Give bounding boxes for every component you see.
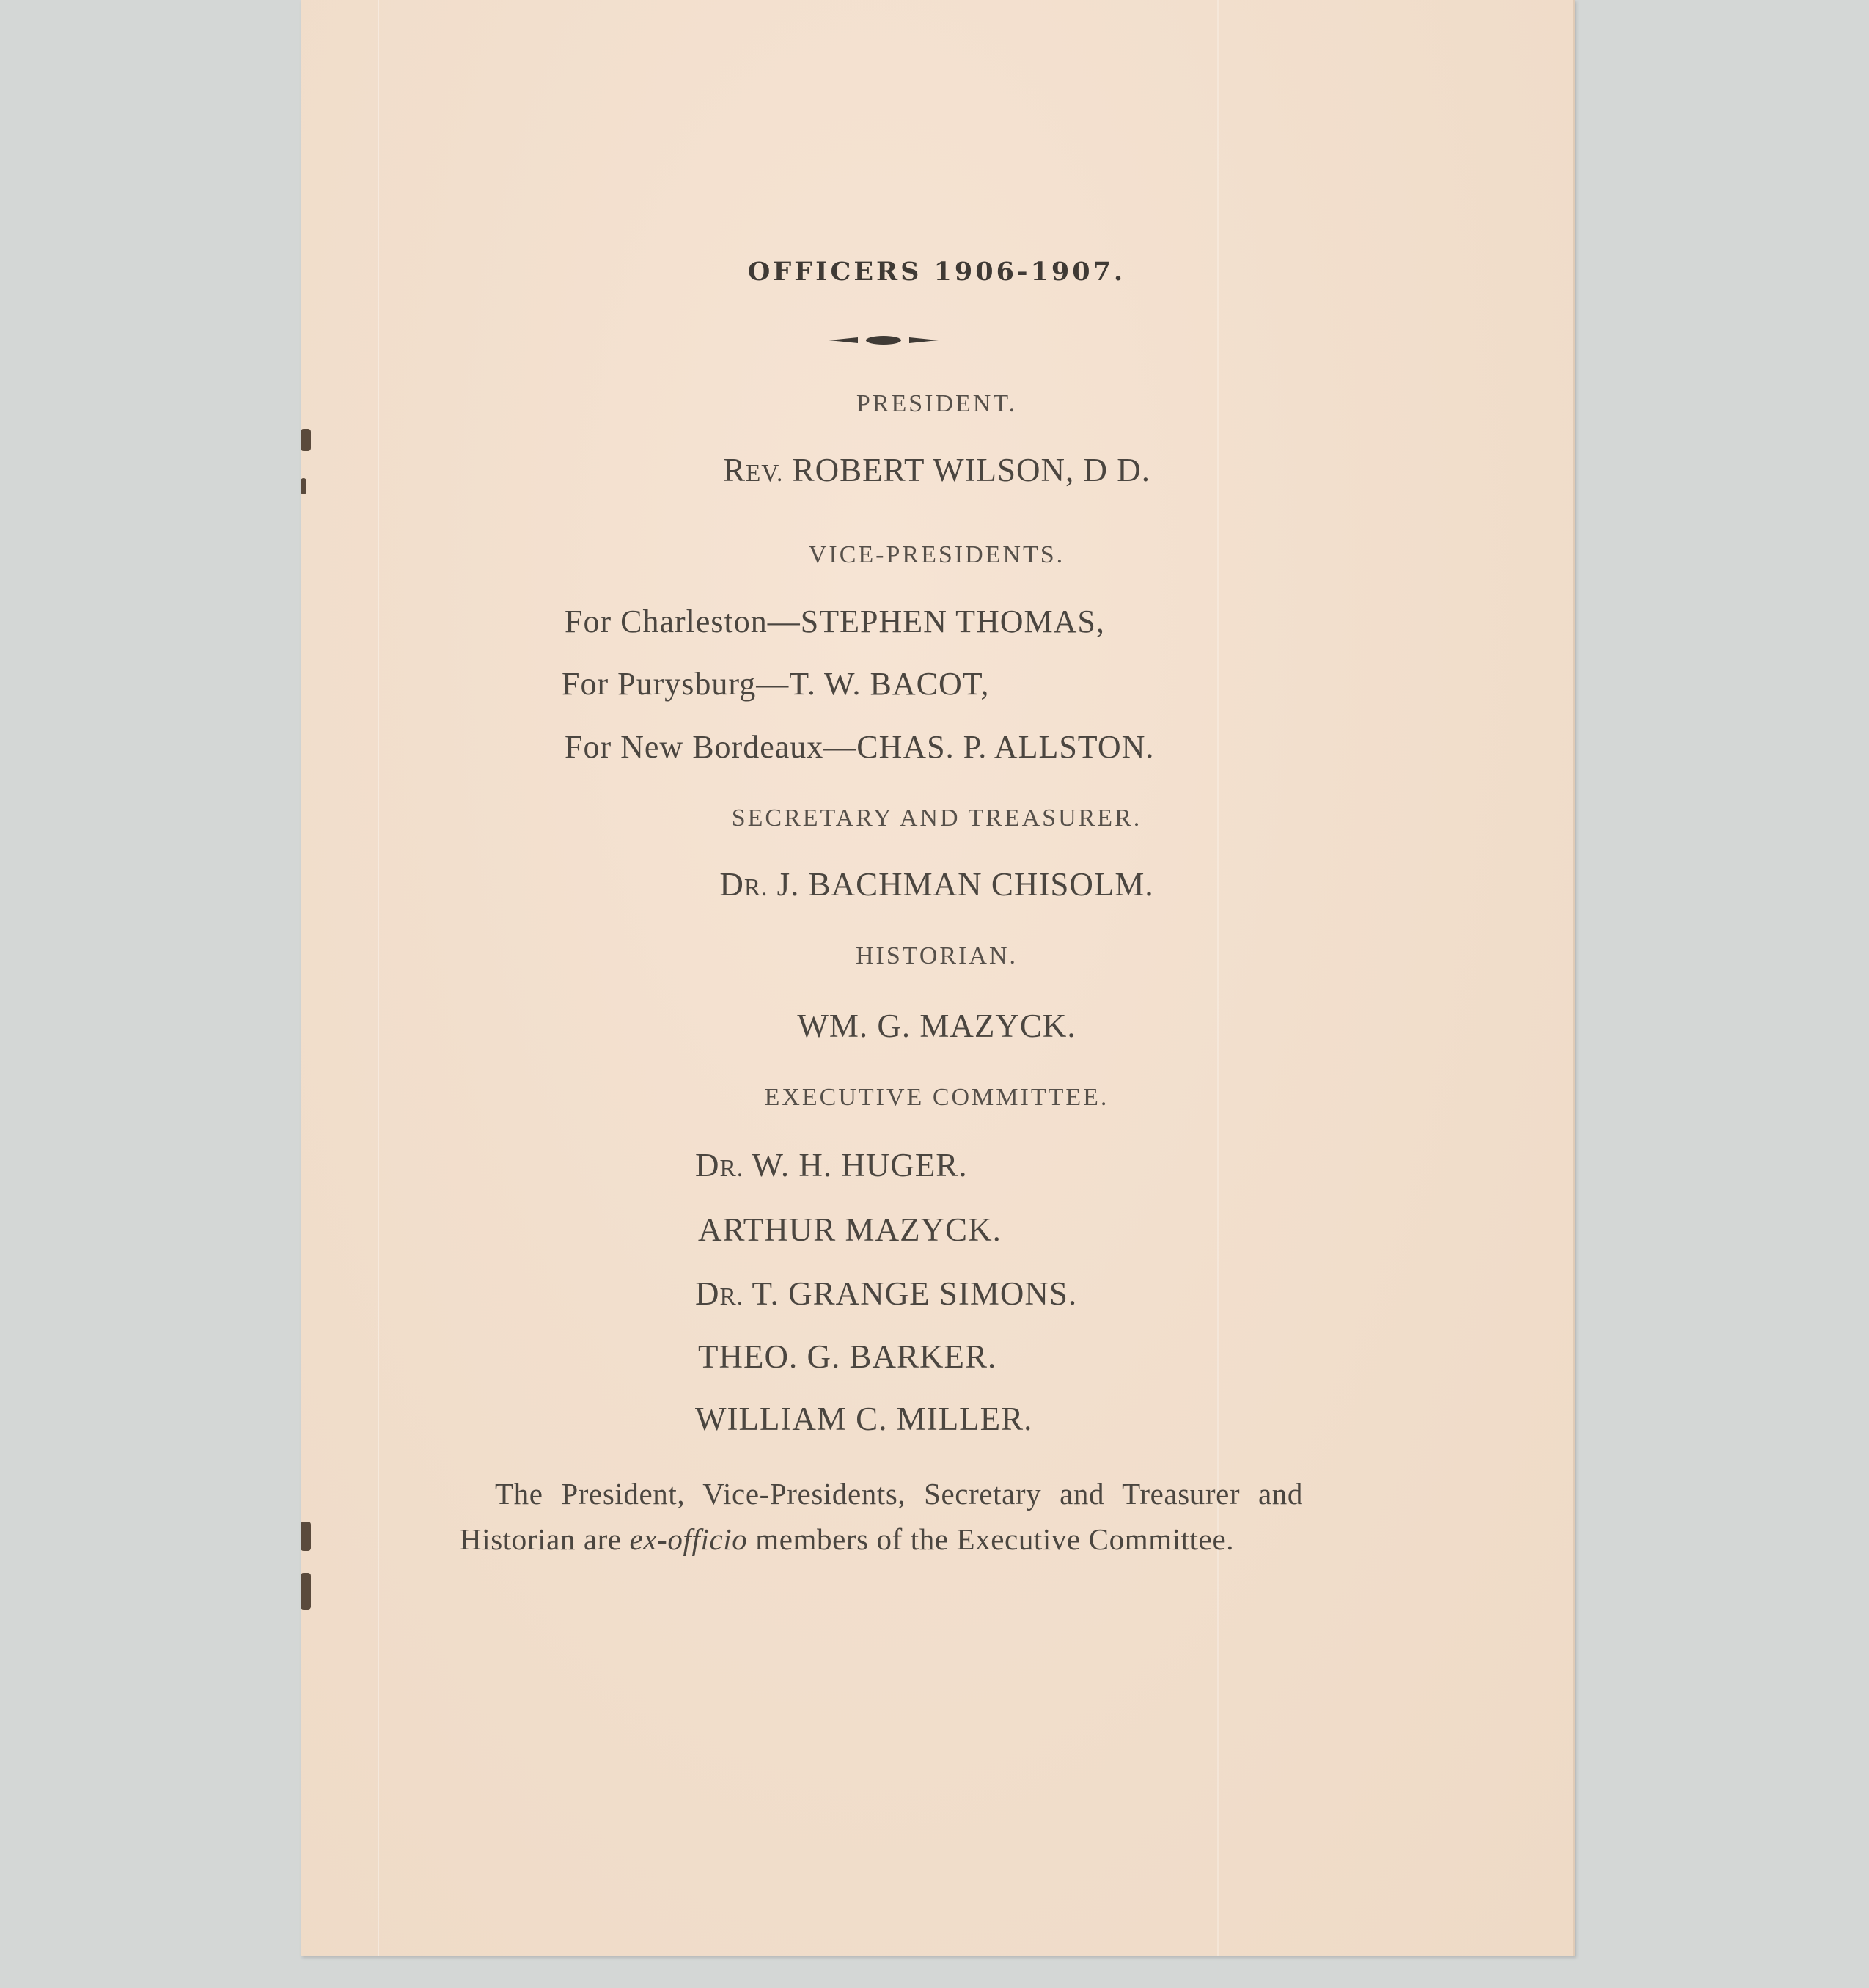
committee-member	[698, 1338, 996, 1376]
member-name: THEO. G. BARKER.	[698, 1338, 997, 1375]
member-name: ARTHUR MAZYCK.	[698, 1211, 1002, 1248]
historian-name: WM. G. MAZYCK.	[797, 1008, 1076, 1044]
binding-mark	[301, 1573, 311, 1610]
president-name	[301, 451, 1573, 489]
binding-mark	[301, 1522, 311, 1551]
paper-page	[301, 0, 1575, 1956]
member-prefix-initial: D	[695, 1147, 720, 1184]
committee-member	[698, 1211, 1002, 1249]
member-prefix-initial: D	[695, 1275, 720, 1312]
secretary-name-text: J. BACHMAN CHISOLM.	[768, 866, 1154, 903]
president-heading: PRESIDENT.	[856, 390, 1018, 417]
member-prefix-rest: R.	[719, 1155, 744, 1182]
secretary-name	[301, 865, 1573, 903]
secretary-prefix-initial: D	[719, 866, 744, 903]
ornament-divider-icon	[829, 331, 939, 349]
vice-presidents-heading: VICE-PRESIDENTS.	[808, 541, 1065, 568]
secretary-prefix-rest: R.	[743, 874, 768, 901]
note-text-start: The President, Vice-Presidents, Secretary and Treasurer and Historian are	[460, 1477, 1303, 1556]
committee-member	[695, 1146, 968, 1184]
note-italic-term: ex-officio	[629, 1522, 748, 1556]
vice-president-charleston: For Charleston—STEPHEN THOMAS,	[565, 604, 1105, 639]
committee-member	[695, 1274, 1077, 1313]
member-name: T. GRANGE SIMONS.	[743, 1275, 1078, 1312]
committee-member	[695, 1400, 1032, 1438]
ex-officio-note	[460, 1471, 1303, 1562]
secretary-heading: SECRETARY AND TREASURER.	[731, 804, 1142, 832]
member-name: W. H. HUGER.	[743, 1147, 968, 1184]
binding-mark	[301, 429, 311, 451]
president-prefix-initial: R	[722, 452, 746, 488]
executive-committee-heading: EXECUTIVE COMMITTEE.	[764, 1084, 1109, 1111]
president-prefix-rest: EV.	[745, 460, 784, 487]
vice-president-purysburg: For Purysburg—T. W. BACOT,	[562, 666, 990, 702]
page-title: OFFICERS 1906-1907.	[747, 257, 1126, 287]
vice-president-new-bordeaux: For New Bordeaux—CHAS. P. ALLSTON.	[565, 729, 1155, 765]
historian-heading: HISTORIAN.	[855, 942, 1018, 969]
member-prefix-rest: R.	[719, 1283, 744, 1310]
member-name: WILLIAM C. MILLER.	[695, 1401, 1033, 1437]
note-text-end: members of the Executive Committee.	[747, 1522, 1235, 1556]
president-name-text: ROBERT WILSON, D D.	[783, 452, 1151, 488]
